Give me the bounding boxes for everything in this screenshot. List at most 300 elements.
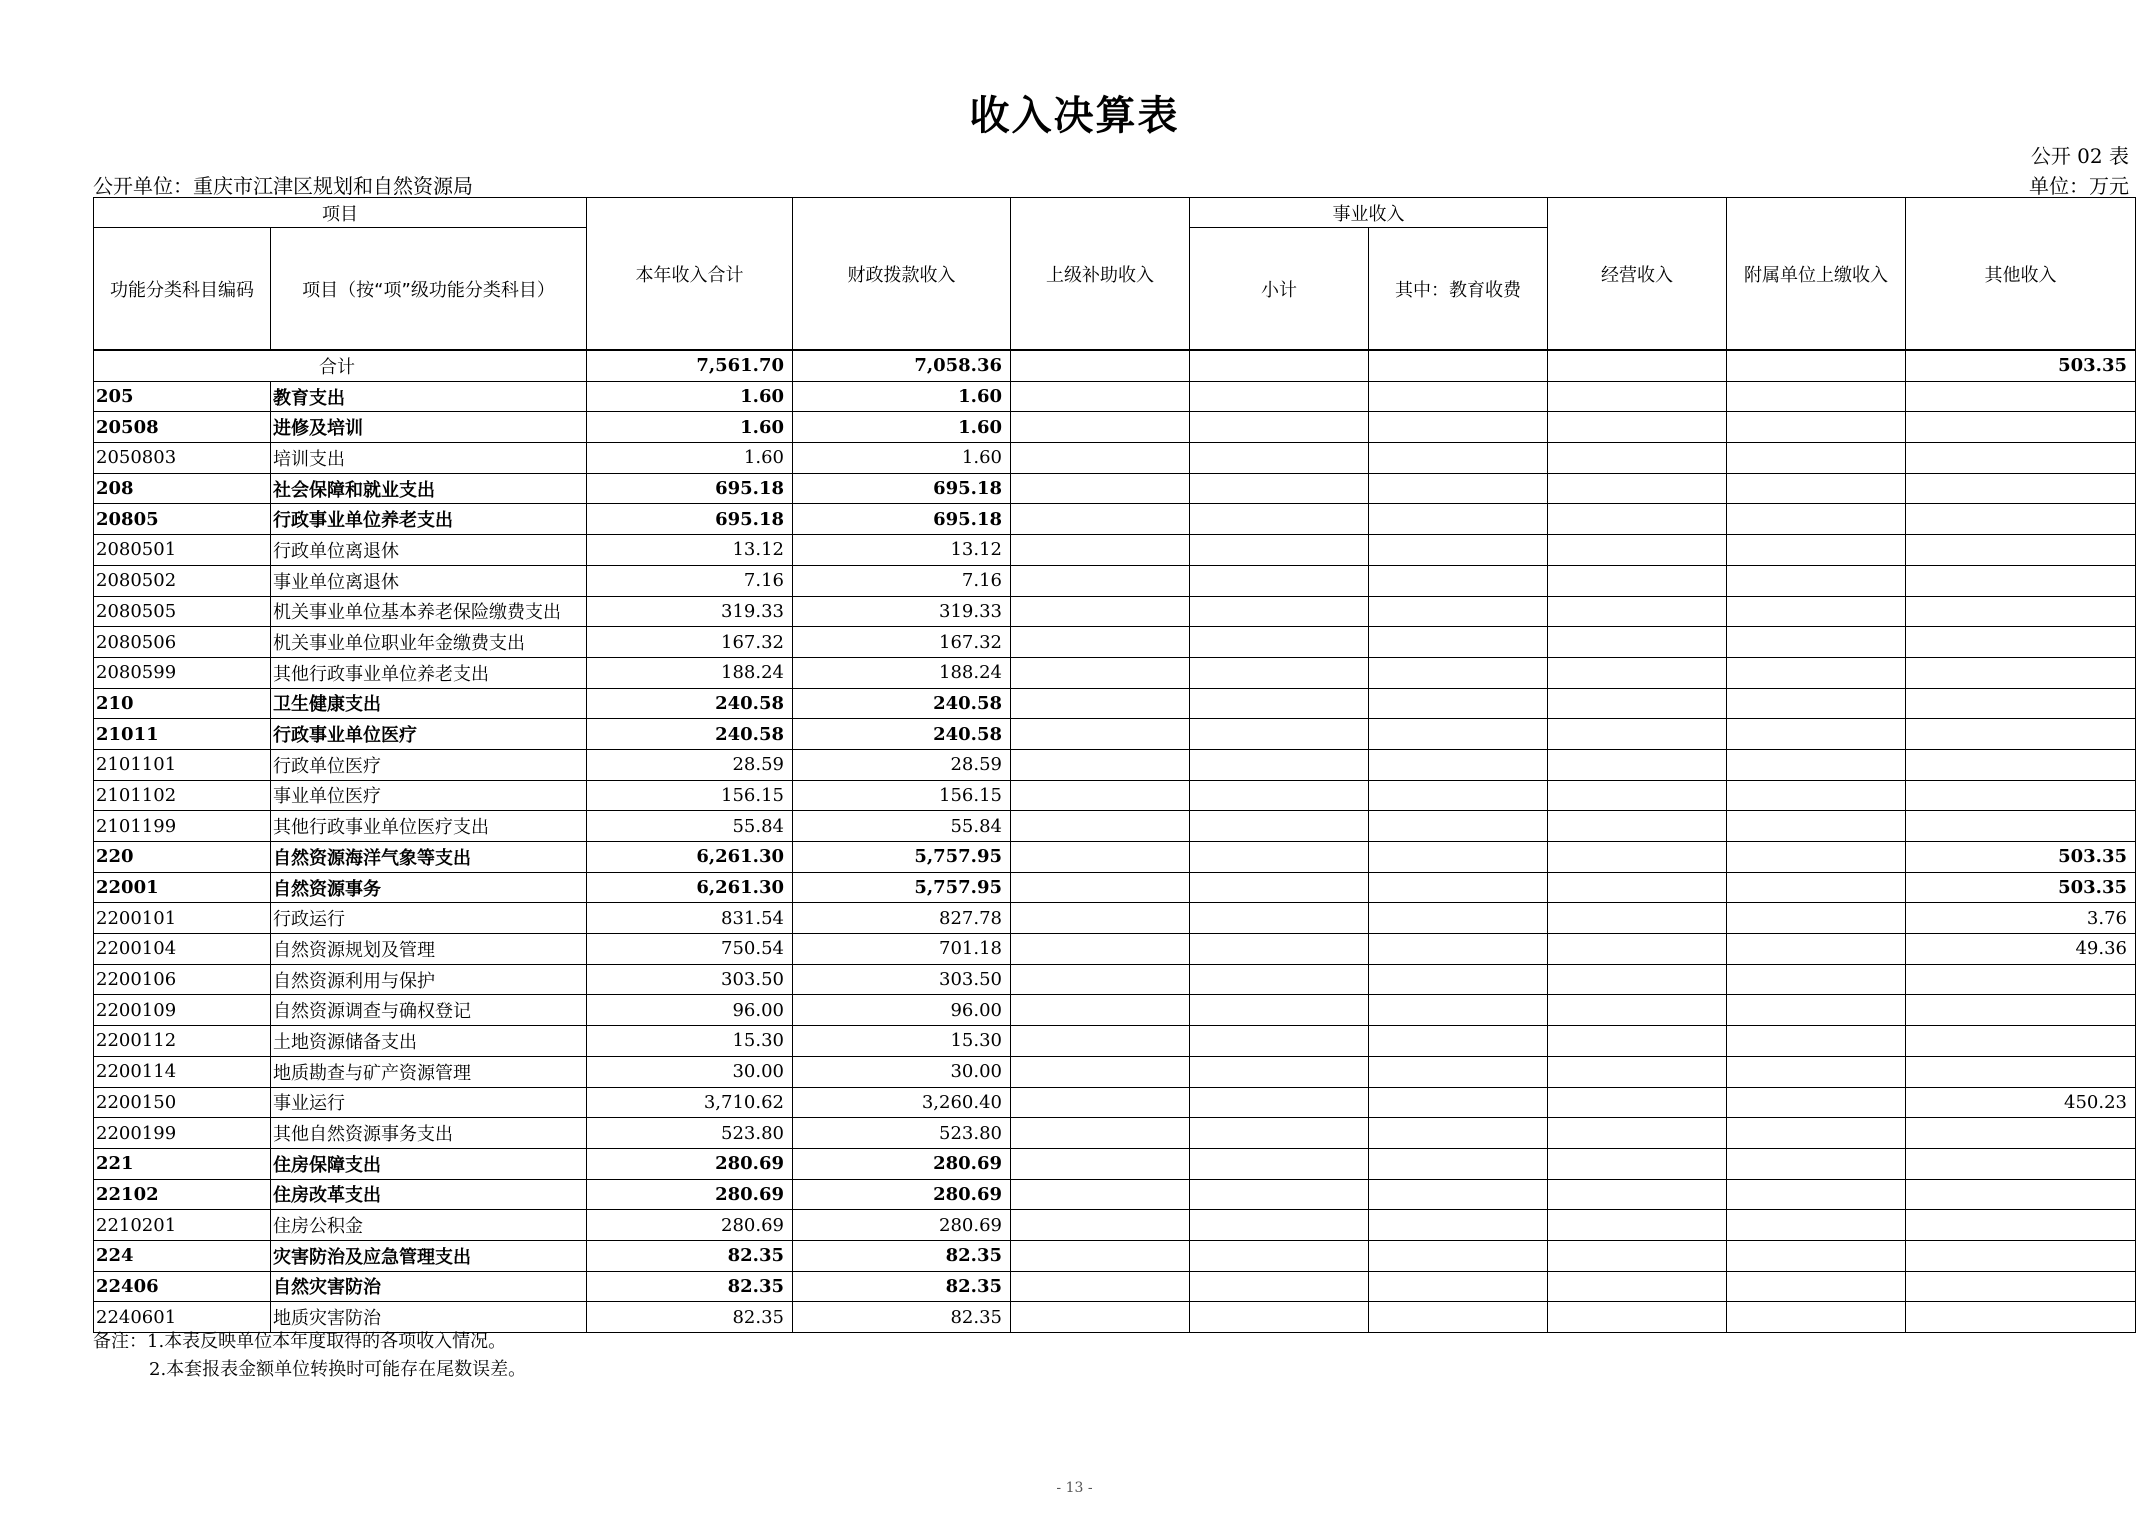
cell-subtotal (1190, 780, 1369, 811)
cell-code: 2200104 (94, 934, 271, 965)
total-other: 503.35 (1906, 350, 2136, 381)
cell-code: 2200109 (94, 995, 271, 1026)
header-item-group: 项目 (94, 198, 587, 228)
cell-affiliated (1727, 688, 1906, 719)
cell-code: 2080501 (94, 535, 271, 566)
reporting-organization: 公开单位：重庆市江津区规划和自然资源局 (93, 174, 473, 198)
cell-operating (1548, 995, 1727, 1026)
cell-subtotal (1190, 1148, 1369, 1179)
cell-other (1906, 1210, 2136, 1241)
cell-other (1906, 1118, 2136, 1149)
cell-affiliated (1727, 1148, 1906, 1179)
cell-superior (1011, 811, 1190, 842)
cell-other (1906, 964, 2136, 995)
cell-code: 2080502 (94, 565, 271, 596)
cell-code: 22102 (94, 1179, 271, 1210)
table-row (94, 1087, 2136, 1118)
cell-affiliated (1727, 412, 1906, 443)
cell-other (1906, 565, 2136, 596)
cell-total: 750.54 (587, 934, 793, 965)
cell-operating (1548, 565, 1727, 596)
cell-fiscal: 5,757.95 (793, 842, 1011, 873)
cell-code: 2200150 (94, 1087, 271, 1118)
cell-code: 2080506 (94, 627, 271, 658)
table-row (94, 535, 2136, 566)
cell-affiliated (1727, 1240, 1906, 1271)
cell-operating (1548, 1148, 1727, 1179)
cell-superior (1011, 1302, 1190, 1333)
note-1: 备注：1.本表反映单位本年度取得的各项收入情况。 (93, 1331, 507, 1352)
cell-code: 2200106 (94, 964, 271, 995)
cell-fiscal: 1.60 (793, 412, 1011, 443)
cell-other: 503.35 (1906, 872, 2136, 903)
cell-operating (1548, 842, 1727, 873)
cell-name: 其他自然资源事务支出 (271, 1118, 587, 1149)
table-row (94, 473, 2136, 504)
cell-affiliated (1727, 504, 1906, 535)
cell-operating (1548, 719, 1727, 750)
cell-subtotal (1190, 412, 1369, 443)
cell-operating (1548, 872, 1727, 903)
cell-affiliated (1727, 995, 1906, 1026)
cell-total: 82.35 (587, 1240, 793, 1271)
cell-fiscal: 55.84 (793, 811, 1011, 842)
header-fiscal: 财政拨款收入 (793, 198, 1011, 351)
cell-other (1906, 535, 2136, 566)
cell-fiscal: 156.15 (793, 780, 1011, 811)
table-row (94, 443, 2136, 474)
cell-fiscal: 5,757.95 (793, 872, 1011, 903)
cell-subtotal (1190, 596, 1369, 627)
cell-total: 1.60 (587, 381, 793, 412)
cell-edu (1369, 473, 1548, 504)
cell-edu (1369, 811, 1548, 842)
cell-name: 自然资源事务 (271, 872, 587, 903)
cell-subtotal (1190, 381, 1369, 412)
cell-code: 2200199 (94, 1118, 271, 1149)
cell-affiliated (1727, 903, 1906, 934)
cell-subtotal (1190, 872, 1369, 903)
cell-fiscal: 15.30 (793, 1026, 1011, 1057)
cell-name: 住房改革支出 (271, 1179, 587, 1210)
cell-operating (1548, 780, 1727, 811)
cell-superior (1011, 535, 1190, 566)
cell-total: 240.58 (587, 719, 793, 750)
table-body (94, 350, 2136, 1333)
cell-other (1906, 688, 2136, 719)
cell-operating (1548, 934, 1727, 965)
cell-edu (1369, 688, 1548, 719)
cell-total: 7.16 (587, 565, 793, 596)
cell-affiliated (1727, 565, 1906, 596)
total-superior (1011, 350, 1190, 381)
cell-operating (1548, 811, 1727, 842)
table-row (94, 964, 2136, 995)
cell-operating (1548, 596, 1727, 627)
cell-other (1906, 1148, 2136, 1179)
cell-fiscal: 96.00 (793, 995, 1011, 1026)
cell-subtotal (1190, 995, 1369, 1026)
cell-name: 事业运行 (271, 1087, 587, 1118)
cell-total: 1.60 (587, 443, 793, 474)
header-superior: 上级补助收入 (1011, 198, 1190, 351)
cell-name: 自然资源规划及管理 (271, 934, 587, 965)
cell-name: 事业单位医疗 (271, 780, 587, 811)
total-income: 7,561.70 (587, 350, 793, 381)
cell-code: 2101101 (94, 749, 271, 780)
cell-subtotal (1190, 749, 1369, 780)
cell-subtotal (1190, 1118, 1369, 1149)
cell-name: 住房保障支出 (271, 1148, 587, 1179)
header-edu: 其中：教育收费 (1369, 228, 1548, 351)
cell-total: 240.58 (587, 688, 793, 719)
cell-superior (1011, 964, 1190, 995)
cell-subtotal (1190, 811, 1369, 842)
cell-superior (1011, 1056, 1190, 1087)
table-row (94, 1179, 2136, 1210)
cell-edu (1369, 381, 1548, 412)
cell-subtotal (1190, 565, 1369, 596)
table-row (94, 903, 2136, 934)
cell-subtotal (1190, 504, 1369, 535)
cell-total: 96.00 (587, 995, 793, 1026)
cell-superior (1011, 381, 1190, 412)
cell-subtotal (1190, 443, 1369, 474)
cell-edu (1369, 934, 1548, 965)
cell-operating (1548, 688, 1727, 719)
cell-code: 224 (94, 1240, 271, 1271)
cell-superior (1011, 1179, 1190, 1210)
cell-affiliated (1727, 596, 1906, 627)
cell-operating (1548, 504, 1727, 535)
cell-superior (1011, 719, 1190, 750)
cell-code: 22406 (94, 1271, 271, 1302)
cell-fiscal: 523.80 (793, 1118, 1011, 1149)
cell-operating (1548, 1179, 1727, 1210)
cell-name: 机关事业单位基本养老保险缴费支出 (271, 596, 587, 627)
table-row (94, 381, 2136, 412)
cell-affiliated (1727, 1271, 1906, 1302)
cell-superior (1011, 565, 1190, 596)
cell-operating (1548, 1118, 1727, 1149)
cell-superior (1011, 504, 1190, 535)
cell-name: 自然灾害防治 (271, 1271, 587, 1302)
cell-name: 机关事业单位职业年金缴费支出 (271, 627, 587, 658)
cell-code: 210 (94, 688, 271, 719)
table-row (94, 412, 2136, 443)
cell-affiliated (1727, 811, 1906, 842)
table-row (94, 1056, 2136, 1087)
header-subtotal: 小计 (1190, 228, 1369, 351)
cell-other (1906, 811, 2136, 842)
cell-subtotal (1190, 1087, 1369, 1118)
cell-name: 住房公积金 (271, 1210, 587, 1241)
header-code: 功能分类科目编码 (94, 228, 271, 351)
cell-operating (1548, 1087, 1727, 1118)
cell-edu (1369, 1271, 1548, 1302)
cell-edu (1369, 1056, 1548, 1087)
table-row (94, 565, 2136, 596)
cell-edu (1369, 872, 1548, 903)
cell-affiliated (1727, 627, 1906, 658)
table-row (94, 1210, 2136, 1241)
cell-code: 22001 (94, 872, 271, 903)
table-row (94, 934, 2136, 965)
cell-fiscal: 280.69 (793, 1210, 1011, 1241)
total-subtotal (1190, 350, 1369, 381)
cell-other (1906, 1026, 2136, 1057)
cell-total: 319.33 (587, 596, 793, 627)
cell-edu (1369, 749, 1548, 780)
cell-name: 教育支出 (271, 381, 587, 412)
cell-edu (1369, 995, 1548, 1026)
cell-affiliated (1727, 934, 1906, 965)
cell-name: 土地资源储备支出 (271, 1026, 587, 1057)
table-row (94, 842, 2136, 873)
cell-subtotal (1190, 535, 1369, 566)
table-row (94, 872, 2136, 903)
cell-operating (1548, 1026, 1727, 1057)
cell-subtotal (1190, 627, 1369, 658)
cell-edu (1369, 1148, 1548, 1179)
cell-total: 188.24 (587, 657, 793, 688)
cell-name: 事业单位离退休 (271, 565, 587, 596)
cell-subtotal (1190, 903, 1369, 934)
note-2: 2.本套报表金额单位转换时可能存在尾数误差。 (149, 1359, 527, 1380)
cell-code: 221 (94, 1148, 271, 1179)
cell-total: 280.69 (587, 1179, 793, 1210)
cell-subtotal (1190, 719, 1369, 750)
table-row (94, 1026, 2136, 1057)
cell-edu (1369, 1087, 1548, 1118)
cell-affiliated (1727, 1026, 1906, 1057)
cell-fiscal: 280.69 (793, 1179, 1011, 1210)
cell-fiscal: 82.35 (793, 1271, 1011, 1302)
table-row (94, 749, 2136, 780)
cell-other: 503.35 (1906, 842, 2136, 873)
cell-superior (1011, 872, 1190, 903)
cell-affiliated (1727, 1118, 1906, 1149)
table-row (94, 1148, 2136, 1179)
cell-name: 行政事业单位医疗 (271, 719, 587, 750)
cell-name: 自然资源调查与确权登记 (271, 995, 587, 1026)
total-affiliated (1727, 350, 1906, 381)
cell-subtotal (1190, 842, 1369, 873)
cell-total: 13.12 (587, 535, 793, 566)
table-row (94, 627, 2136, 658)
cell-edu (1369, 443, 1548, 474)
cell-total: 303.50 (587, 964, 793, 995)
cell-other (1906, 412, 2136, 443)
cell-code: 2200101 (94, 903, 271, 934)
cell-subtotal (1190, 1240, 1369, 1271)
cell-name: 培训支出 (271, 443, 587, 474)
cell-superior (1011, 1087, 1190, 1118)
cell-total: 55.84 (587, 811, 793, 842)
cell-operating (1548, 412, 1727, 443)
cell-superior (1011, 1026, 1190, 1057)
cell-affiliated (1727, 443, 1906, 474)
table-row (94, 1271, 2136, 1302)
table-row (94, 1118, 2136, 1149)
cell-name: 行政事业单位养老支出 (271, 504, 587, 535)
cell-other (1906, 1271, 2136, 1302)
cell-subtotal (1190, 1271, 1369, 1302)
table-row (94, 995, 2136, 1026)
cell-total: 28.59 (587, 749, 793, 780)
table-row (94, 719, 2136, 750)
cell-edu (1369, 903, 1548, 934)
table-row (94, 504, 2136, 535)
cell-superior (1011, 780, 1190, 811)
cell-subtotal (1190, 1302, 1369, 1333)
cell-other (1906, 1302, 2136, 1333)
cell-name: 灾害防治及应急管理支出 (271, 1240, 587, 1271)
cell-superior (1011, 1240, 1190, 1271)
cell-operating (1548, 535, 1727, 566)
cell-edu (1369, 842, 1548, 873)
cell-code: 2200114 (94, 1056, 271, 1087)
cell-superior (1011, 842, 1190, 873)
cell-total: 156.15 (587, 780, 793, 811)
cell-fiscal: 280.69 (793, 1148, 1011, 1179)
header-total: 本年收入合计 (587, 198, 793, 351)
cell-affiliated (1727, 1210, 1906, 1241)
cell-edu (1369, 596, 1548, 627)
cell-edu (1369, 1179, 1548, 1210)
cell-operating (1548, 1271, 1727, 1302)
cell-superior (1011, 1271, 1190, 1302)
cell-code: 2080599 (94, 657, 271, 688)
cell-total: 6,261.30 (587, 872, 793, 903)
cell-affiliated (1727, 964, 1906, 995)
cell-name: 自然资源利用与保护 (271, 964, 587, 995)
cell-affiliated (1727, 780, 1906, 811)
cell-code: 2200112 (94, 1026, 271, 1057)
currency-unit: 单位：万元 (2029, 174, 2129, 198)
cell-other (1906, 504, 2136, 535)
cell-subtotal (1190, 964, 1369, 995)
cell-affiliated (1727, 842, 1906, 873)
cell-fiscal: 1.60 (793, 443, 1011, 474)
cell-superior (1011, 473, 1190, 504)
unit-line (93, 170, 2129, 196)
cell-operating (1548, 443, 1727, 474)
cell-superior (1011, 749, 1190, 780)
cell-edu (1369, 535, 1548, 566)
cell-edu (1369, 565, 1548, 596)
cell-edu (1369, 780, 1548, 811)
cell-other (1906, 473, 2136, 504)
cell-fiscal: 30.00 (793, 1056, 1011, 1087)
cell-name: 卫生健康支出 (271, 688, 587, 719)
cell-total: 831.54 (587, 903, 793, 934)
form-number: 公开 02 表 (2030, 144, 2129, 168)
cell-fiscal: 188.24 (793, 657, 1011, 688)
cell-other (1906, 627, 2136, 658)
cell-superior (1011, 1118, 1190, 1149)
cell-affiliated (1727, 535, 1906, 566)
cell-code: 2210201 (94, 1210, 271, 1241)
income-table (93, 197, 2136, 1333)
cell-superior (1011, 903, 1190, 934)
cell-name: 其他行政事业单位医疗支出 (271, 811, 587, 842)
cell-name: 行政运行 (271, 903, 587, 934)
cell-subtotal (1190, 934, 1369, 965)
cell-edu (1369, 412, 1548, 443)
cell-total: 695.18 (587, 473, 793, 504)
cell-edu (1369, 504, 1548, 535)
cell-fiscal: 695.18 (793, 473, 1011, 504)
cell-total: 82.35 (587, 1271, 793, 1302)
cell-fiscal: 28.59 (793, 749, 1011, 780)
cell-total: 30.00 (587, 1056, 793, 1087)
cell-code: 20805 (94, 504, 271, 535)
cell-superior (1011, 657, 1190, 688)
cell-name: 社会保障和就业支出 (271, 473, 587, 504)
cell-total: 82.35 (587, 1302, 793, 1333)
table-row (94, 688, 2136, 719)
cell-name: 进修及培训 (271, 412, 587, 443)
cell-subtotal (1190, 1026, 1369, 1057)
cell-operating (1548, 627, 1727, 658)
cell-affiliated (1727, 1302, 1906, 1333)
cell-subtotal (1190, 1056, 1369, 1087)
cell-total: 3,710.62 (587, 1087, 793, 1118)
cell-edu (1369, 964, 1548, 995)
cell-subtotal (1190, 473, 1369, 504)
cell-superior (1011, 934, 1190, 965)
cell-subtotal (1190, 688, 1369, 719)
cell-total: 15.30 (587, 1026, 793, 1057)
cell-other (1906, 1240, 2136, 1271)
page-number: - 13 - (1056, 1480, 1093, 1496)
total-fiscal: 7,058.36 (793, 350, 1011, 381)
cell-code: 208 (94, 473, 271, 504)
cell-edu (1369, 627, 1548, 658)
header-business-group: 事业收入 (1190, 198, 1548, 228)
cell-affiliated (1727, 872, 1906, 903)
cell-superior (1011, 412, 1190, 443)
cell-fiscal: 701.18 (793, 934, 1011, 965)
cell-code: 21011 (94, 719, 271, 750)
cell-other (1906, 995, 2136, 1026)
cell-other: 3.76 (1906, 903, 2136, 934)
cell-total: 695.18 (587, 504, 793, 535)
cell-fiscal: 303.50 (793, 964, 1011, 995)
cell-operating (1548, 1056, 1727, 1087)
cell-fiscal: 319.33 (793, 596, 1011, 627)
cell-code: 205 (94, 381, 271, 412)
cell-operating (1548, 1210, 1727, 1241)
cell-affiliated (1727, 1087, 1906, 1118)
cell-fiscal: 167.32 (793, 627, 1011, 658)
table-row (94, 1240, 2136, 1271)
cell-operating (1548, 1240, 1727, 1271)
cell-name: 地质勘查与矿产资源管理 (271, 1056, 587, 1087)
cell-edu (1369, 1210, 1548, 1241)
cell-other (1906, 1056, 2136, 1087)
page-title: 收入决算表 (969, 93, 1180, 139)
cell-edu (1369, 1302, 1548, 1333)
cell-other (1906, 381, 2136, 412)
total-operating (1548, 350, 1727, 381)
cell-other (1906, 749, 2136, 780)
cell-code: 2080505 (94, 596, 271, 627)
cell-operating (1548, 964, 1727, 995)
cell-code: 2050803 (94, 443, 271, 474)
cell-other: 49.36 (1906, 934, 2136, 965)
